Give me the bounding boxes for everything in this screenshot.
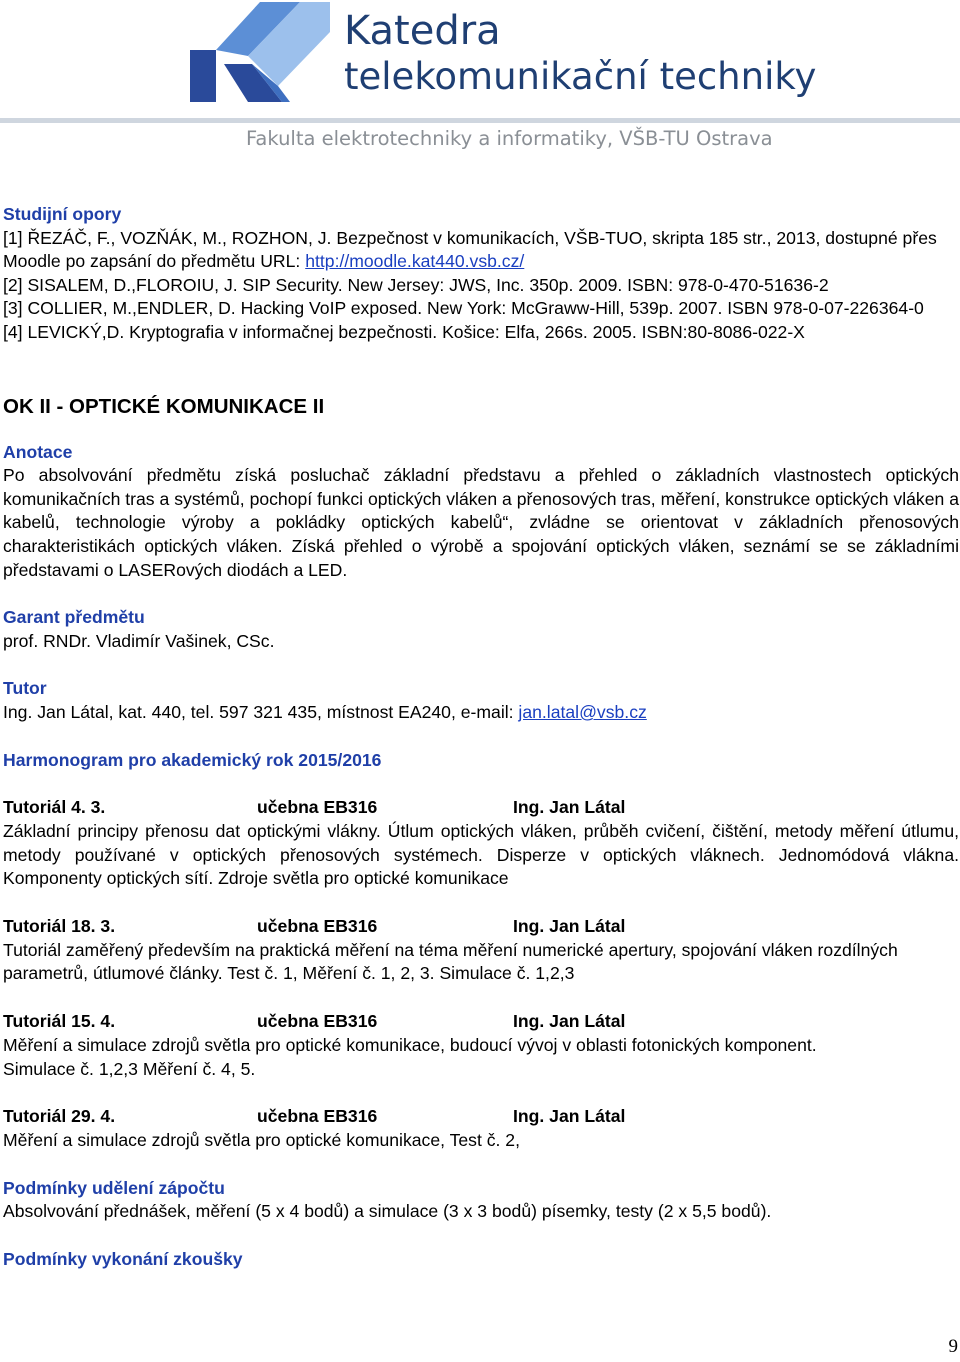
spacer	[3, 653, 959, 677]
tutorial-description: Tutoriál zaměřený především na praktická měření na téma měření numerické apertury, spojování vláken rozdílných parametrů, útlumové články. Test č. 1, Měření č. 1, 2, 3. Simulace č. 1,2,3	[3, 939, 898, 984]
spacer	[3, 345, 959, 393]
tutorial-header	[3, 796, 959, 820]
tutorial-header	[3, 915, 959, 939]
tutorial-room: učebna EB316	[257, 1106, 378, 1127]
credit-conditions-heading: Podmínky udělení zápočtu	[3, 1177, 225, 1198]
reference-1	[3, 227, 959, 274]
exam-conditions-heading: Podmínky vykonání zkoušky	[3, 1249, 243, 1270]
reference-1-text: [1] ŘEZÁČ, F., VOZŇÁK, M., ROZHON, J. Bezpečnost v komunikacích, VŠB-TUO, skripta 185 str., 2013, dostupné přes Moodle po zapsání do předmětu URL:	[3, 227, 937, 272]
reference-2: [2] SISALEM, D.,FLOROIU, J. SIP Security. New Jersey: JWS, Inc. 350p. 2009. ISBN: 978-0-470-51636-2	[3, 274, 829, 295]
tutorial-date: Tutoriál 18. 3.	[3, 915, 116, 936]
tutor-info	[3, 701, 959, 725]
department-subtitle: telekomunikační techniky	[344, 55, 817, 98]
tutorial-room: učebna EB316	[257, 1011, 378, 1032]
spacer	[3, 772, 959, 796]
spacer	[3, 1153, 959, 1177]
tutorial-description: Měření a simulace zdrojů světla pro optické komunikace, Test č. 2,	[3, 1130, 520, 1151]
annotation-heading: Anotace	[3, 441, 73, 462]
spacer	[3, 1081, 959, 1105]
tutor-heading: Tutor	[3, 678, 47, 699]
spacer	[3, 891, 959, 915]
tutorial-teacher: Ing. Jan Látal	[513, 915, 626, 936]
reference-4: [4] LEVICKÝ,D. Kryptografia v informačnej bezpečnosti. Košice: Elfa, 266s. 2005. ISBN:80-8086-022-X	[3, 321, 805, 342]
spacer	[3, 582, 959, 606]
tutorial-date: Tutoriál 15. 4.	[3, 1011, 116, 1032]
spacer	[3, 725, 959, 749]
schedule-heading: Harmonogram pro akademický rok 2015/2016	[3, 749, 382, 770]
tutorial-header	[3, 1105, 959, 1129]
tutorial-room: učebna EB316	[257, 797, 378, 818]
tutorial-description: Měření a simulace zdrojů světla pro optické komunikace, budoucí vývoj v oblasti fotonických komponent. Simulace č. 1,2,3 Měření č. 4, 5.	[3, 1035, 817, 1079]
faculty-name: Fakulta elektrotechniky a informatiky, VŠB-TU Ostrava	[246, 127, 773, 150]
tutorial-header	[3, 1010, 959, 1034]
spacer	[3, 1224, 959, 1248]
moodle-link[interactable]: http://moodle.kat440.vsb.cz/	[305, 251, 525, 272]
page-number: 9	[948, 1336, 958, 1357]
tutorial-description: Základní principy přenosu dat optickými vlákny. Útlum optických vláken, průběh cvičení, čištění, metody měření útlumu, metody používané v optických přenosových systémech. Disperze v optických vláknech. Jednomódová vlákna. Komponenty optických sítí. Zdroje světla pro optické komunikace	[3, 821, 959, 889]
tutor-text: Ing. Jan Látal, kat. 440, tel. 597 321 435, místnost EA240, e-mail:	[3, 701, 519, 722]
course-title: OK II - OPTICKÉ KOMUNIKACE II	[3, 394, 325, 418]
document-body	[3, 203, 959, 1272]
spacer	[3, 421, 959, 441]
department-logo-icon	[190, 2, 330, 102]
guarantor-name: prof. RNDr. Vladimír Vašinek, CSc.	[3, 630, 275, 651]
guarantor-heading: Garant předmětu	[3, 607, 145, 628]
tutorial-room: učebna EB316	[257, 915, 378, 936]
tutorial-date: Tutoriál 29. 4.	[3, 1106, 116, 1127]
reference-3: [3] COLLIER, M.,ENDLER, D. Hacking VoIP exposed. New York: McGraww-Hill, 539p. 2007. ISBN 978-0-07-226364-0	[3, 298, 924, 319]
tutorial-date: Tutoriál 4. 3.	[3, 797, 106, 818]
credit-conditions-text: Absolvování přednášek, měření (5 x 4 bodů) a simulace (3 x 3 bodů) písemky, testy (2 x 5,5 bodů).	[3, 1201, 772, 1222]
tutorial-teacher: Ing. Jan Látal	[513, 1011, 626, 1032]
spacer	[3, 986, 959, 1010]
department-title: Katedra	[344, 8, 501, 54]
header-divider	[0, 118, 960, 123]
tutor-email-link[interactable]: jan.latal@vsb.cz	[518, 701, 647, 722]
tutorial-teacher: Ing. Jan Látal	[513, 797, 626, 818]
page-header	[0, 0, 960, 160]
study-materials-heading: Studijní opory	[3, 204, 122, 224]
tutorial-teacher: Ing. Jan Látal	[513, 1106, 626, 1127]
annotation-text: Po absolvování předmětu získá posluchač základní představu a přehled o základních vlastnostech optických komunikačních tras a systémů, pochopí funkci optických vláken a přenosových tras, měření, konstrukce optických vláken a kabelů, technologie výroby a pokládky optických kabelů“, zvládne se orientovat v základních přenosových charakteristikách optických vláken. Získá přehled o výrobě a spojování optických vláken, seznámí se se základními představami o LASERových diodách a LED.	[3, 465, 959, 580]
